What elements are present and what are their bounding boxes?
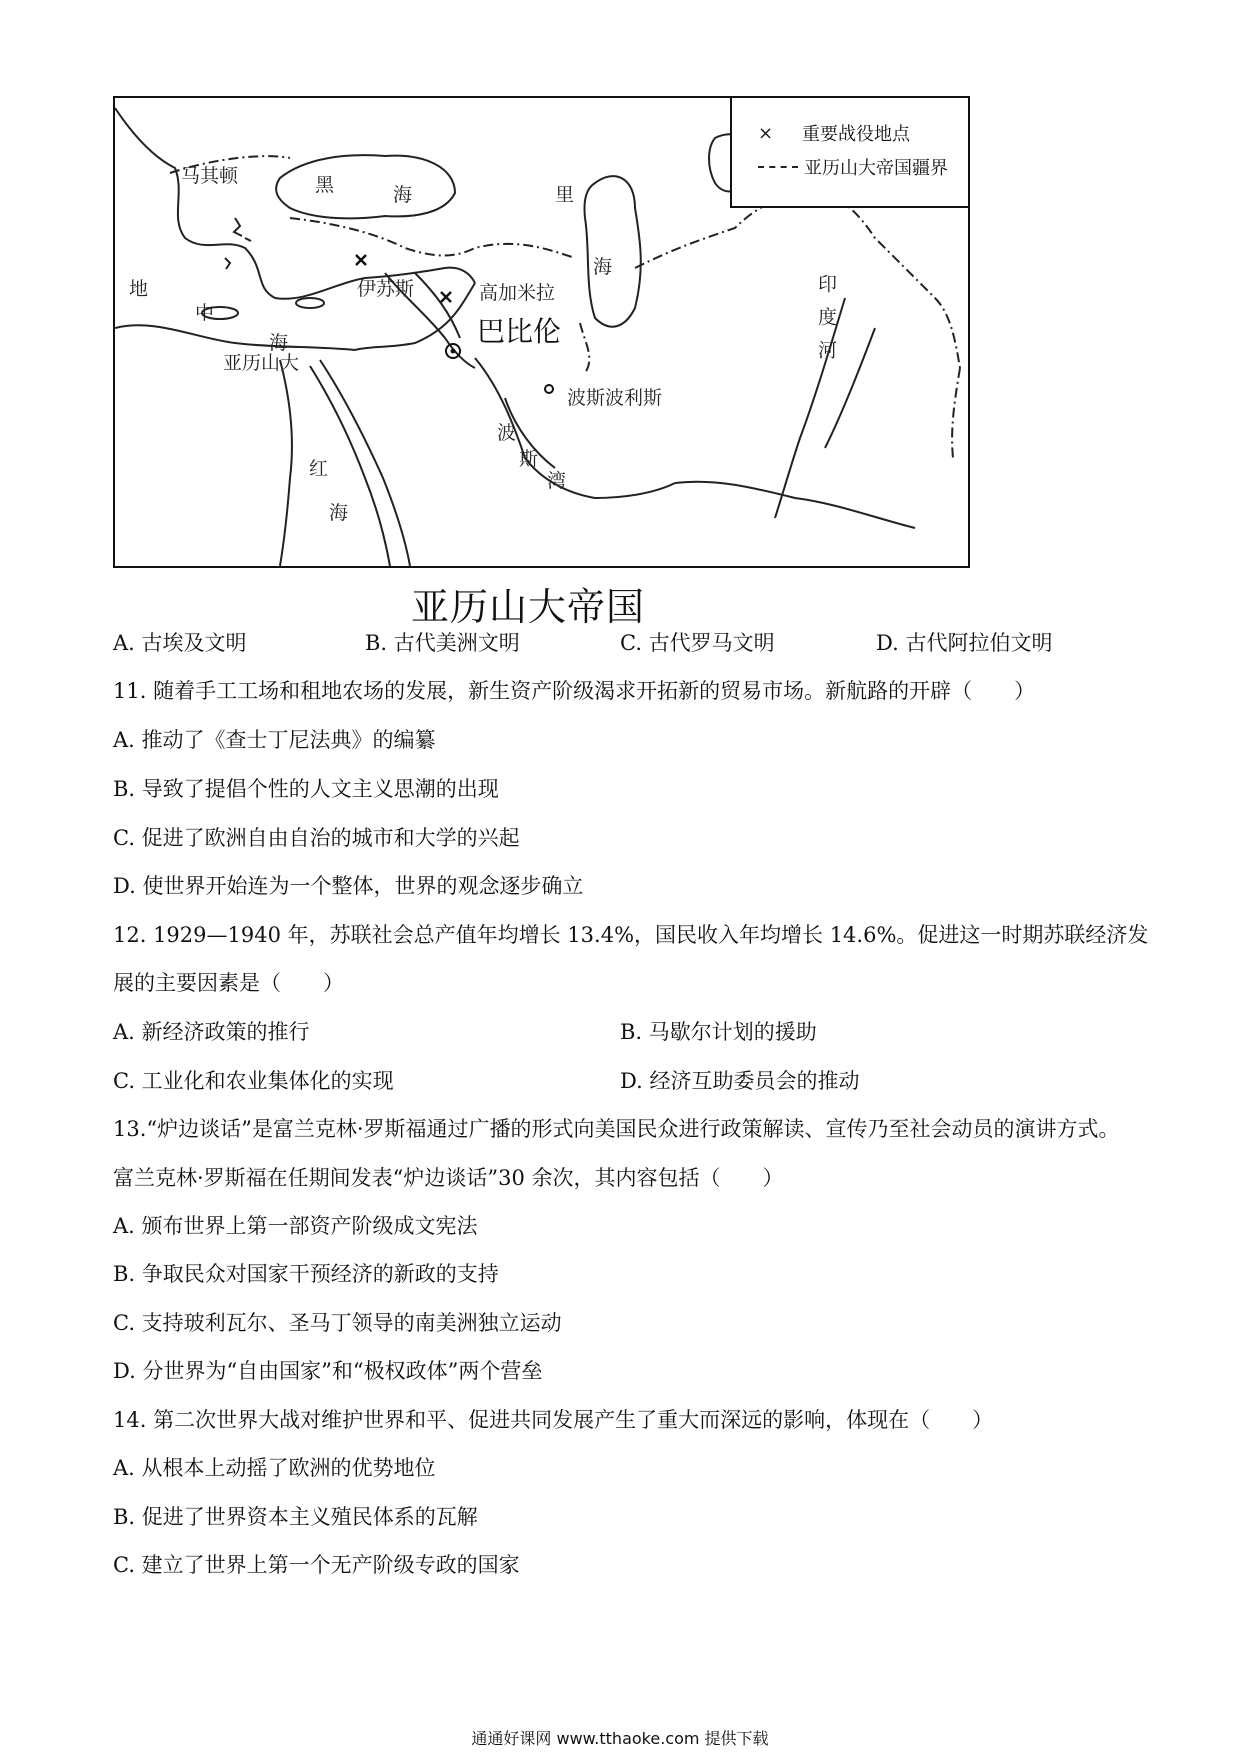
map-label-persian-gulf-1: 波: [497, 422, 517, 444]
q13-option-a: A. 颁布世界上第一部资产阶级成文宪法: [113, 1214, 478, 1238]
q10-option-a: A. 古埃及文明: [113, 631, 247, 655]
q10-option-b: B. 古代美洲文明: [365, 631, 520, 655]
q12-stem-line-1: 12. 1929—1940 年，苏联社会总产值年均增长 13.4%，国民收入年均增长 14.6%。促进这一时期苏联经济发: [113, 923, 1149, 947]
q12-option-d: D. 经济互助委员会的推动: [620, 1069, 860, 1093]
map-label-persian-gulf-3: 湾: [547, 470, 567, 492]
q13-option-d: D. 分世界为“自由国家”和“极权政体”两个营垒: [113, 1359, 543, 1383]
q12-stem-line-2: 展的主要因素是（ ）: [113, 971, 344, 995]
mediterranean-north-coast: [115, 108, 475, 299]
map-label-macedonia: 马其顿: [181, 165, 239, 187]
map-label-black-sea-1: 黑: [315, 174, 335, 196]
map-label-alexandria: 亚历山大: [223, 352, 300, 374]
map-label-babylon: 巴比伦: [477, 315, 562, 348]
map-legend: [730, 98, 968, 208]
page-footer: 通通好课网 www.tthaoke.com 提供下载: [471, 1729, 769, 1748]
q12-option-c: C. 工业化和农业集体化的实现: [113, 1069, 394, 1093]
q13-stem-line-1: 13.“炉边谈话”是富兰克林·罗斯福通过广播的形式向美国民众进行政策解读、宣传乃至社会动员的演讲方式。: [113, 1117, 1120, 1141]
q12-option-b: B. 马歇尔计划的援助: [620, 1020, 817, 1044]
q14-stem: 14. 第二次世界大战对维护世界和平、促进共同发展产生了重大而深远的影响，体现在（ ）: [113, 1408, 994, 1432]
persepolis-symbol: [545, 385, 553, 393]
q13-option-c: C. 支持玻利瓦尔、圣马丁领导的南美洲独立运动: [113, 1311, 562, 1335]
legend-border-label: 亚历山大帝国疆界: [804, 158, 948, 179]
q11-option-a: A. 推动了《查士丁尼法典》的编纂: [113, 728, 436, 752]
map-label-black-sea-2: 海: [393, 184, 413, 206]
map-label-mediterranean-3: 海: [269, 332, 289, 354]
q12-option-a: A. 新经济政策的推行: [113, 1020, 310, 1044]
q11-stem: 11. 随着手工工场和租地农场的发展，新生资产阶级渴求开拓新的贸易市场。新航路的开辟（ ）: [113, 679, 1036, 703]
arabian-coast: [675, 482, 915, 528]
alexander-empire-map: [113, 96, 970, 568]
legend-border-row: [758, 154, 948, 180]
map-label-gaugamela: 高加米拉: [479, 282, 556, 304]
q13-stem-line-2: 富兰克林·罗斯福在任期间发表“炉边谈话”30 余次，其内容包括（ ）: [113, 1166, 784, 1190]
q11-option-d: D. 使世界开始连为一个整体，世界的观念逐步确立: [113, 874, 584, 898]
map-label-red-sea-2: 海: [329, 502, 349, 524]
north-africa-coast: [115, 325, 355, 350]
q11-option-b: B. 导致了提倡个性的人文主义思潮的出现: [113, 777, 499, 801]
map-label-persian-gulf-2: 斯: [519, 448, 539, 470]
battle-marker-icon: ×: [758, 122, 774, 144]
map-title: 亚历山大帝国: [411, 585, 646, 629]
battle-marker-gaugamela: [441, 292, 451, 302]
q11-option-c: C. 促进了欧洲自由自治的城市和大学的兴起: [113, 826, 520, 850]
map-label-caspian-2: 海: [593, 256, 613, 278]
map-label-mediterranean-1: 地: [129, 278, 149, 300]
nile-river: [280, 360, 292, 566]
q13-option-b: B. 争取民众对国家干预经济的新政的支持: [113, 1262, 499, 1286]
battle-marker-issus: [356, 255, 366, 265]
legend-battle-label: 重要战役地点: [802, 124, 910, 145]
q14-option-b: B. 促进了世界资本主义殖民体系的瓦解: [113, 1505, 478, 1529]
legend-battle-row: [758, 120, 910, 146]
map-label-caspian-1: 里: [555, 184, 575, 206]
black-sea-coast: [276, 155, 455, 218]
map-label-red-sea-1: 红: [309, 458, 329, 480]
map-label-indus: 印度河: [815, 274, 837, 373]
q10-option-d: D. 古代阿拉伯文明: [876, 631, 1053, 655]
q14-option-a: A. 从根本上动摇了欧洲的优势地位: [113, 1456, 436, 1480]
map-label-persepolis: 波斯波利斯: [567, 387, 663, 409]
dash-line-icon: [758, 166, 798, 168]
map-label-issus: 伊苏斯: [357, 278, 415, 300]
map-label-mediterranean-2: 中: [195, 302, 215, 324]
q10-option-c: C. 古代罗马文明: [620, 631, 775, 655]
q14-option-c: C. 建立了世界上第一个无产阶级专政的国家: [113, 1553, 520, 1577]
